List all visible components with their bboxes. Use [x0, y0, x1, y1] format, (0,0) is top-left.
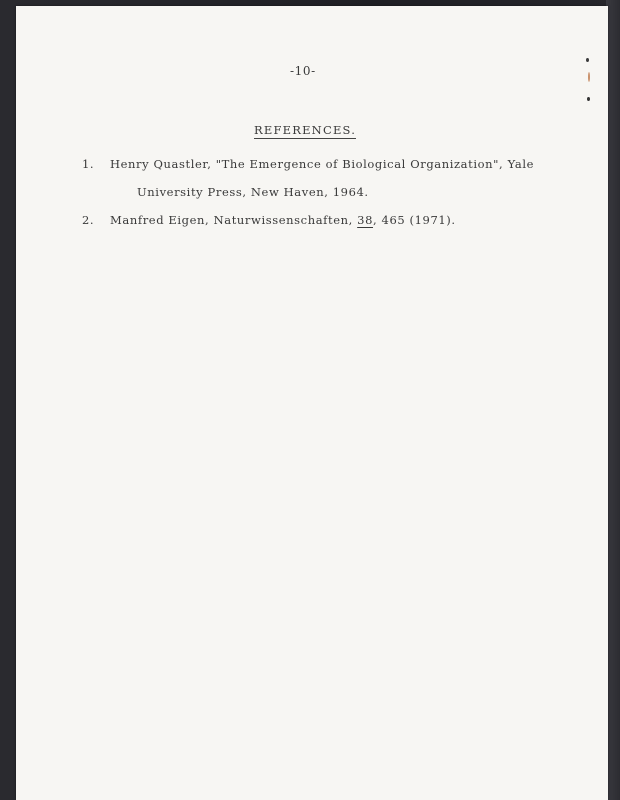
- document-page: [16, 6, 608, 800]
- binder-edge: [606, 0, 620, 800]
- references-heading: [254, 123, 356, 137]
- reference-2-text-before: Manfred Eigen, Naturwissenschaften,: [110, 213, 358, 227]
- ink-mark: [587, 97, 590, 101]
- reference-1-line-2: University Press, New Haven, 1964.: [137, 185, 369, 199]
- reference-1-number: 1.: [82, 157, 95, 171]
- reference-2-number: 2.: [82, 213, 95, 227]
- reference-1-line-1: Henry Quastler, "The Emergence of Biological Organization", Yale: [110, 157, 535, 171]
- rust-mark: [588, 72, 590, 82]
- reference-2-volume: 38: [357, 213, 374, 227]
- reference-2-text-after: , 465 (1971).: [373, 213, 456, 227]
- ink-mark: [586, 58, 589, 62]
- page-number: -10-: [290, 64, 316, 78]
- references-heading-text: REFERENCES.: [254, 123, 357, 137]
- reference-2-line-1: [110, 213, 456, 227]
